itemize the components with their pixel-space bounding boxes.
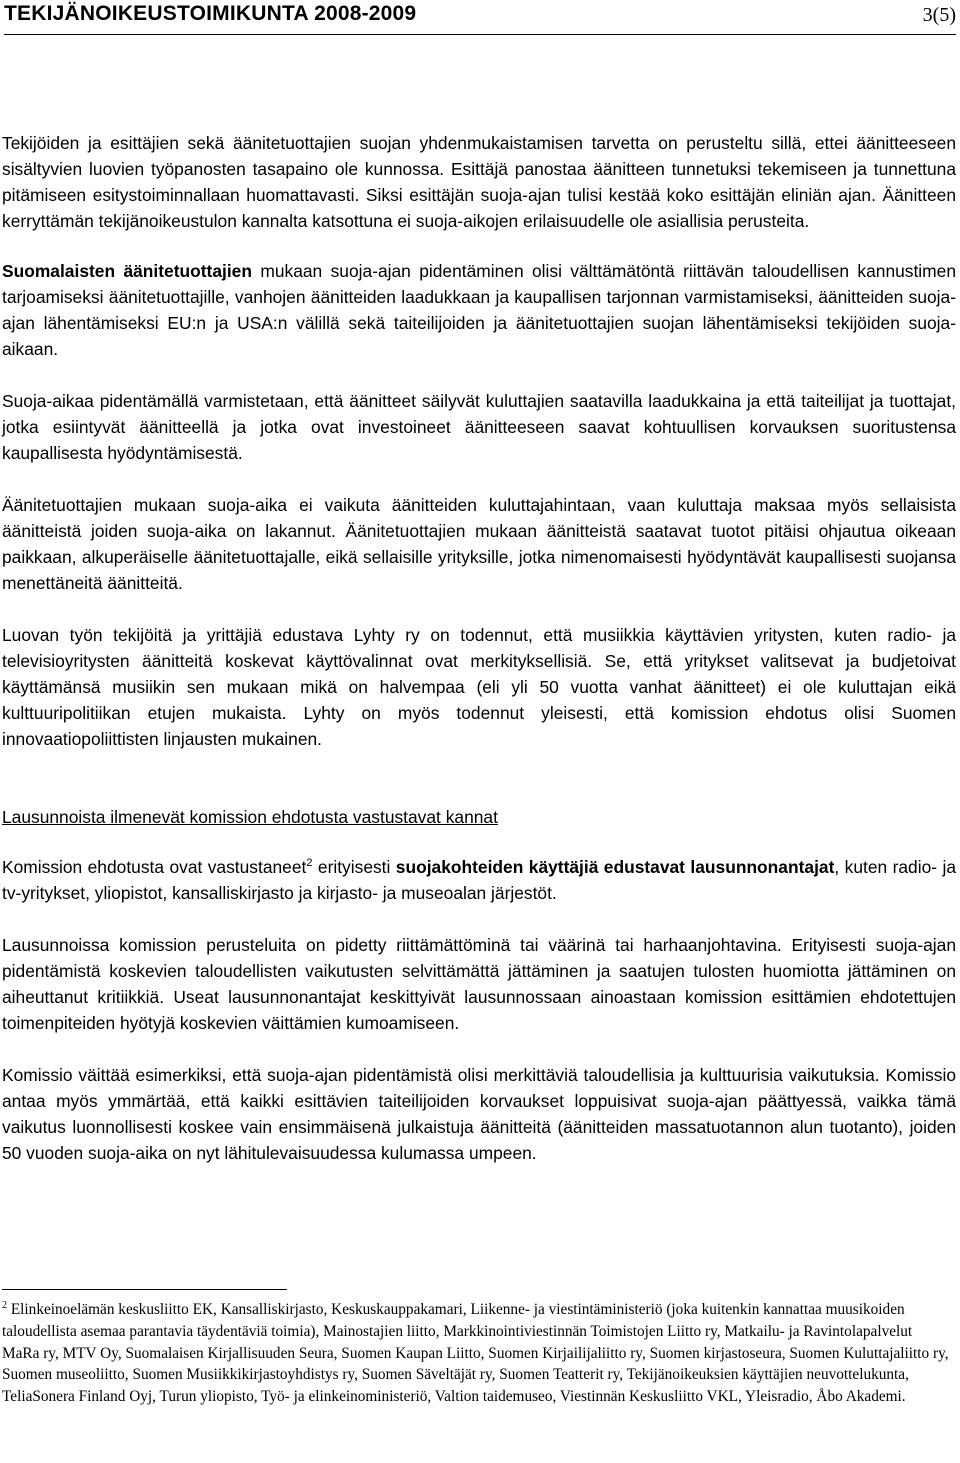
footnote-divider (2, 1289, 287, 1290)
section-heading: Lausunnoista ilmenevät komission ehdotusta vastustavat kannat (2, 807, 498, 827)
paragraph-6-text-b: erityisesti (312, 857, 396, 877)
page-number: 3(5) (922, 4, 956, 26)
paragraph-7: Lausunnoissa komission perusteluita on pidetty riittämättöminä tai väärinä tai harhaanjohtavina. Erityisesti suoja-ajan pidentämistä koskevien taloudellisten vaikutusten selvittämättä jättäminen ja saatujen tulosten huomiotta jättäminen on aiheuttanut kritiikkiä. Useat lausunnonantajat keskittyivät lausunnossaan ainoastaan komission esittämien ehdotettujen toimenpiteiden hyötyjä koskevien väittämien kumoamiseen. (2, 935, 956, 1033)
footnote-text: Elinkeinoelämän keskusliitto EK, Kansalliskirjasto, Keskuskauppakamari, Liikenne- ja viestintäministeriö (joka kuitenkin kannattaa muusikoiden taloudellista asemaa parantavia täydentäviä toimia), Mainostajien liitto, Markkinointiviestinnän Toimistojen Liitto ry, Matkailu- ja Ravintolapalvelut MaRa ry, MTV Oy, Suomalaisen Kirjallisuuden Seura, Suomen Kaupan Liitto, Suomen Kirjailijaliitto ry, Suomen kirjastoseura, Suomen Kuluttajaliitto ry, Suomen museoliitto, Suomen Musiikkikirjastoyhdistys ry, Suomen Säveltäjät ry, Suomen Teatterit ry, Tekijänoikeuksien käyttäjien neuvottelukunta, TeliaSonera Finland Oyj, Turun yliopisto, Työ- ja elinkeinoministeriö, Valtion taidemuseo, Viestinnän Keskusliitto VKL, Yleisradio, Åbo Akademi. (2, 1301, 949, 1406)
paragraph-8: Komissio väittää esimerkiksi, että suoja-ajan pidentämistä olisi merkittäviä taloudellisia ja kulttuurisia vaikutuksia. Komissio antaa myös ymmärtää, että kaikki esittävien taiteilijoiden korvaukset loppuisivat suoja-ajan päättyessä, vaikka tämä vaikutus luonnollisesti koskee vain ensimmäisenä julkaistuja äänitteitä (äänitteiden massatuotannon alun tuotanto), joiden 50 vuoden suoja-aika on nyt lähitulevaisuudessa kulumassa umpeen. (2, 1065, 956, 1163)
paragraph-5: Luovan työn tekijöitä ja yrittäjiä edustava Lyhty ry on todennut, että musiikkia käyttävien yritysten, kuten radio- ja televisioyritysten äänitteitä koskevat käyttövalinnat ovat merkityksellisiä. Se, että yritykset valitsevat ja budjetoivat käyttämänsä musiikin sen mukaan mikä on halvempaa (eli yli 50 vuotta vanhat äänitteet) ei ole kuluttajan eikä kulttuuripolitiikan etujen mukaista. Lyhty on myös todennut yleisesti, että komission ehdotus olisi Suomen innovaatiopoliittisten linjausten mukainen. (2, 625, 956, 749)
paragraph-2-text: mukaan suoja-ajan pidentäminen olisi välttämätöntä riittävän taloudellisen kannustimen tarjoamiseksi äänitetuottajille, vanhojen äänitteiden laadukkaan ja kaupallisen tarjonnan varmistamiseksi, äänitteiden suoja-ajan lähentämiseksi EU:n ja USA:n välillä sekä taiteilijoiden ja äänitetuottajien suojan lähentämiseksi tekijöiden suoja-aikaan. (2, 261, 957, 359)
paragraph-3: Suoja-aikaa pidentämällä varmistetaan, että äänitteet säilyvät kuluttajien saatavilla laadukkaina ja että taiteilijat ja tuottajat, jotka esiintyvät äänitteellä ja jotka ovat investoineet äänitteeseen saavat kohtuullisen korvauksen suoritustensa kaupallisesta hyödyntämisestä. (2, 391, 956, 463)
paragraph-4: Äänitetuottajien mukaan suoja-aika ei vaikuta äänitteiden kuluttajahintaan, vaan kuluttaja maksaa myös sellaisista äänitteistä joiden suoja-aika on lakannut. Äänitetuottajien mukaan äänitteistä saatavat tuotot pitäisi ohjautua oikeaan paikkaan, alkuperäiselle äänitetuottajalle, eikä sellaisille yrityksille, jotka nimenomaisesti hyödyntävät kaupallisesti suojansa menettäneitä äänitteitä. (2, 495, 956, 593)
paragraph-2-bold: Suomalaisten äänitetuottajien (2, 261, 252, 281)
paragraph-6 (2, 854, 956, 906)
paragraph-6-text-a: Komission ehdotusta ovat vastustaneet (2, 857, 307, 877)
footnote-number: 2 (2, 1299, 7, 1311)
footnote-reference[interactable]: 2 (306, 857, 313, 870)
header-title: TEKIJÄNOIKEUSTOIMIKUNTA 2008-2009 (4, 2, 417, 25)
footnote (2, 1299, 952, 1408)
paragraph-2 (2, 258, 956, 362)
paragraph-6-text-c: , kuten radio- ja tv-yritykset, yliopistot, kansalliskirjasto ja kirjasto- ja museoalan järjestöt. (2, 857, 957, 903)
page-header (4, 2, 956, 35)
paragraph-1: Tekijöiden ja esittäjien sekä äänitetuottajien suojan yhdenmukaistamisen tarvetta on perusteltu sillä, ettei äänitteeseen sisältyvien luovien työpanosten tasapaino ole kunnossa. Esittäjä panostaa äänitteen tunnetuksi tekemiseen ja tunnettuna pitämiseen esitystoiminnallaan huomattavasti. Siksi esittäjän suoja-ajan tulisi kestää koko esittäjän eliniän ajan. Äänitteen kerryttämän tekijänoikeustulon kannalta katsottuna ei suoja-aikojen erilaisuudelle ole asiallisia perusteita. (2, 133, 956, 231)
document-body (2, 130, 956, 1192)
paragraph-6-bold: suojakohteiden käyttäjiä edustavat lausunnonantajat (395, 857, 835, 877)
